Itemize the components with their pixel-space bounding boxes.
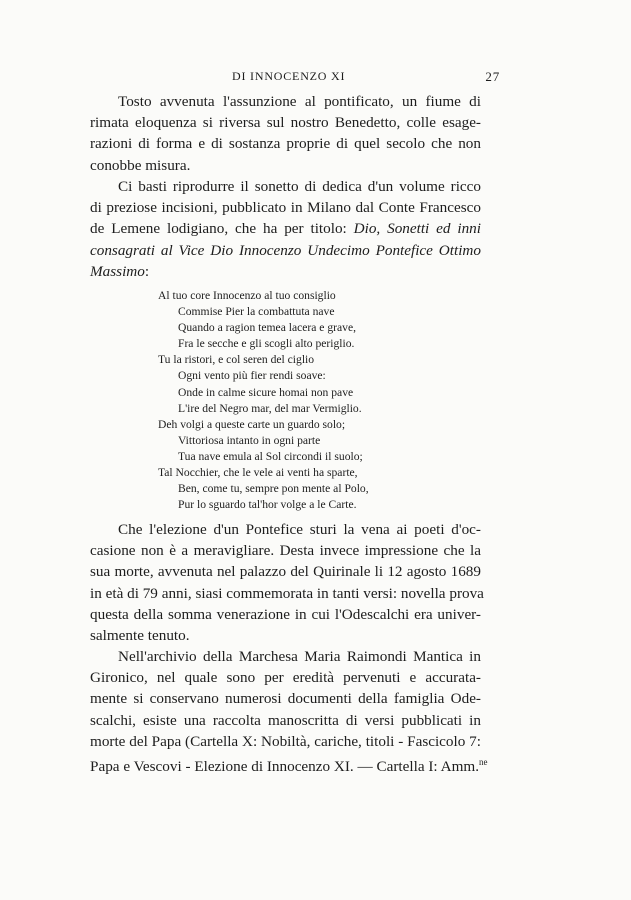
text-line: in età di 79 anni, siasi commemorata in tanti versi: novella prova [90, 584, 484, 602]
verse: Pur lo sguardo tal'hor volge a le Carte. [178, 498, 357, 512]
paragraph-3 [90, 519, 484, 646]
book-title-italic: Massimo [90, 262, 145, 280]
sonnet [158, 288, 458, 513]
paragraph-2 [90, 176, 481, 282]
text-line [90, 752, 488, 777]
text-line: scalchi, esiste una raccolta manoscritta di versi pubblicati in [90, 711, 481, 729]
verse: Onde in calme sicure homai non pave [178, 385, 354, 399]
verse: Quando a ragion temea lacera e grave, [178, 321, 356, 335]
verse: Fra le secche e gli scogli alto periglio. [178, 337, 355, 351]
text-line [90, 218, 481, 239]
colon: : [144, 262, 150, 280]
text-line: Ci basti riprodurre il sonetto di dedica d'un volume ricco [118, 178, 481, 195]
verse: Al tuo core Innocenzo al tuo consiglio [158, 289, 336, 302]
verse: Tal Nocchier, che le vele ai venti ha sparte, [158, 466, 358, 480]
text-line: Che l'elezione d'un Pontefice sturi la vena ai poeti d'oc- [118, 521, 481, 538]
superscript: ne [479, 757, 488, 768]
verse: Ben, come tu, sempre pon mente al Polo, [178, 482, 369, 496]
text-line: mente si conservano numerosi documenti della famiglia Ode- [90, 690, 481, 708]
text-line: Gironico, nel quale sono per eredità pervenuti e accurata- [90, 669, 481, 687]
verse: L'ire del Negro mar, del mar Vermiglio. [178, 401, 362, 415]
text-line: Nell'archivio della Marchesa Maria Raimondi Mantica in [118, 648, 481, 665]
text-line: di preziose incisioni, pubblicato in Milano dal Conte Francesco [90, 199, 481, 217]
verse: Vittoriosa intanto in ogni parte [178, 433, 321, 447]
page-number: 27 [485, 69, 500, 84]
text-line: Tosto avvenuta l'assunzione al pontificato, un fiume di [118, 93, 481, 110]
text-line: questa della somma venerazione in cui l'Odescalchi era univer- [90, 605, 481, 623]
book-title-italic: Dio, Sonetti ed inni [353, 220, 481, 238]
paragraph-4 [90, 646, 488, 777]
text-line [90, 261, 481, 282]
text-line: casione non è a meravigliare. Desta invece impressione che la [90, 542, 481, 560]
verse: Ogni vento più fier rendi soave: [178, 369, 326, 383]
verse: Tua nave emula al Sol circondi il suolo; [178, 449, 363, 463]
text-line: razioni di forma e di sostanza proprie di quel secolo che non [90, 135, 481, 153]
text-line: conobbe misura. [90, 156, 191, 174]
running-head-title: DI INNOCENZO XI [232, 69, 346, 83]
text-line: morte del Papa (Cartella X: Nobiltà, cariche, titoli - Fascicolo 7: [90, 732, 481, 750]
text-segment: de Lemene lodigiano, che ha per titolo: [90, 220, 354, 238]
book-title-italic: consagrati al Vice Dio Innocenzo Undecimo Pontefice Ottimo [90, 241, 481, 259]
text-line: sua morte, avvenuta nel palazzo del Quirinale li 12 agosto 1689 [90, 563, 481, 581]
paragraph-1 [90, 91, 481, 176]
verse: Tu la ristori, e col seren del ciglio [158, 353, 315, 367]
text-segment: Papa e Vescovi - Elezione di Innocenzo XI. — Cartella I: Amm. [90, 758, 479, 776]
text-line: salmente tenuto. [90, 627, 190, 645]
verse: Commise Pier la combattuta nave [178, 305, 335, 319]
text-line: rimata eloquenza si riversa sul nostro Benedetto, colle esage- [90, 114, 481, 132]
verse: Deh volgi a queste carte un guardo solo; [158, 417, 346, 431]
